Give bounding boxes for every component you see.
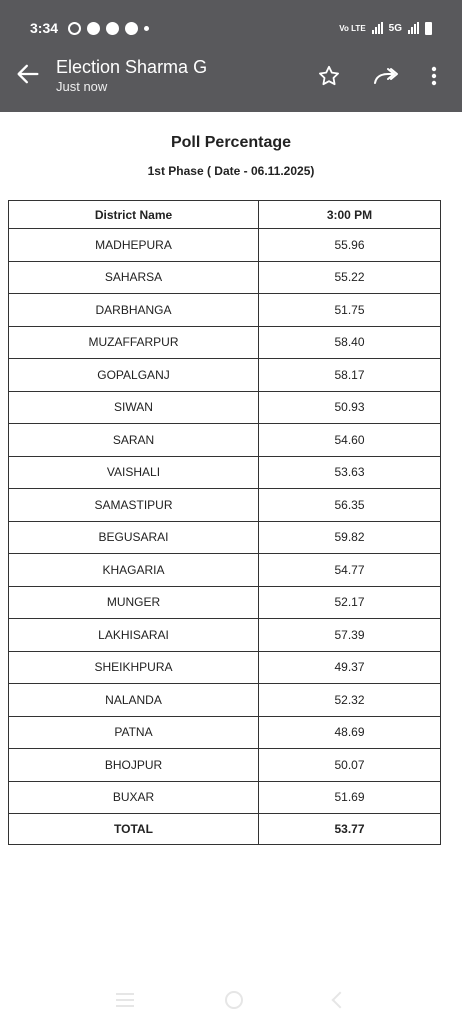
document-image xyxy=(0,92,462,972)
more-vertical-icon[interactable] xyxy=(424,64,444,88)
poll-percentage-cell: 56.35 xyxy=(259,489,441,522)
poll-percentage-cell: 51.69 xyxy=(259,781,441,814)
poll-percentage-cell: 55.96 xyxy=(259,229,441,262)
poll-percentage-cell: 50.07 xyxy=(259,749,441,782)
message-icon xyxy=(125,22,138,35)
document-title: Poll Percentage xyxy=(170,134,292,151)
district-name-cell: SHEIKHPURA xyxy=(9,651,259,684)
table-row xyxy=(9,749,441,782)
signal-icon xyxy=(372,22,383,34)
facebook-icon xyxy=(106,22,119,35)
recent-apps-icon[interactable] xyxy=(116,993,134,1007)
status-bar xyxy=(0,14,462,42)
top-app-bar xyxy=(0,0,462,112)
table-header-row xyxy=(9,201,441,229)
table-row xyxy=(9,554,441,587)
poll-percentage-cell: 57.39 xyxy=(259,619,441,652)
app-title: Election Sharma G xyxy=(56,57,208,77)
poll-percentage-cell: 52.32 xyxy=(259,684,441,717)
district-name-cell: SAMASTIPUR xyxy=(9,489,259,522)
column-header-district: District Name xyxy=(9,201,259,229)
arrow-left-icon[interactable] xyxy=(14,60,42,88)
poll-percentage-cell: 54.77 xyxy=(259,554,441,587)
table-row xyxy=(9,261,441,294)
table-row xyxy=(9,684,441,717)
home-icon[interactable] xyxy=(225,991,243,1009)
poll-percentage-cell: 59.82 xyxy=(259,521,441,554)
district-name-cell: MUNGER xyxy=(9,586,259,619)
table-row xyxy=(9,359,441,392)
poll-percentage-cell: 55.22 xyxy=(259,261,441,294)
poll-percentage-cell: 53.63 xyxy=(259,456,441,489)
table-row xyxy=(9,294,441,327)
district-name-cell: PATNA xyxy=(9,716,259,749)
district-name-cell: BHOJPUR xyxy=(9,749,259,782)
district-name-cell: DARBHANGA xyxy=(9,294,259,327)
poll-table xyxy=(8,200,441,845)
district-name-cell: SAHARSA xyxy=(9,261,259,294)
star-icon[interactable] xyxy=(317,64,341,88)
title-block xyxy=(56,56,207,96)
table-row xyxy=(9,489,441,522)
volte-icon: Vo LTE xyxy=(339,23,366,33)
forward-icon[interactable] xyxy=(372,64,400,88)
total-value-cell: 53.77 xyxy=(259,814,441,845)
poll-percentage-cell: 52.17 xyxy=(259,586,441,619)
table-row xyxy=(9,651,441,684)
poll-percentage-cell: 51.75 xyxy=(259,294,441,327)
table-row xyxy=(9,424,441,457)
poll-percentage-cell: 50.93 xyxy=(259,391,441,424)
table-row xyxy=(9,229,441,262)
poll-percentage-cell: 54.60 xyxy=(259,424,441,457)
table-row xyxy=(9,326,441,359)
district-name-cell: SIWAN xyxy=(9,391,259,424)
table-row xyxy=(9,456,441,489)
status-time: 3:34 xyxy=(30,20,59,36)
district-name-cell: GOPALGANJ xyxy=(9,359,259,392)
app-subtitle: Just now xyxy=(56,79,108,94)
battery-icon xyxy=(425,22,432,35)
table-row xyxy=(9,619,441,652)
total-label-cell: TOTAL xyxy=(9,814,259,845)
network-type: 5G xyxy=(388,22,402,34)
district-name-cell: KHAGARIA xyxy=(9,554,259,587)
district-name-cell: MADHEPURA xyxy=(9,229,259,262)
district-name-cell: BUXAR xyxy=(9,781,259,814)
district-name-cell: VAISHALI xyxy=(9,456,259,489)
system-nav-bar xyxy=(0,975,462,1024)
district-name-cell: NALANDA xyxy=(9,684,259,717)
table-row xyxy=(9,521,441,554)
table-row xyxy=(9,391,441,424)
back-nav-icon[interactable] xyxy=(332,991,349,1008)
table-body xyxy=(9,229,441,845)
notification-dot-icon xyxy=(144,26,149,31)
app-bar xyxy=(0,52,462,100)
district-name-cell: LAKHISARAI xyxy=(9,619,259,652)
poll-percentage-cell: 58.40 xyxy=(259,326,441,359)
district-name-cell: MUZAFFARPUR xyxy=(9,326,259,359)
district-name-cell: SARAN xyxy=(9,424,259,457)
poll-percentage-cell: 49.37 xyxy=(259,651,441,684)
district-name-cell: BEGUSARAI xyxy=(9,521,259,554)
document-phase: 1st Phase ( Date - 06.11.2025) xyxy=(147,164,315,178)
signal-icon xyxy=(408,22,419,34)
table-row xyxy=(9,781,441,814)
table-row xyxy=(9,716,441,749)
poll-percentage-cell: 48.69 xyxy=(259,716,441,749)
whatsapp-icon xyxy=(68,22,81,35)
poll-percentage-cell: 58.17 xyxy=(259,359,441,392)
facebook-icon xyxy=(87,22,100,35)
table-row xyxy=(9,586,441,619)
column-header-time: 3:00 PM xyxy=(259,201,441,229)
total-row xyxy=(9,814,441,845)
